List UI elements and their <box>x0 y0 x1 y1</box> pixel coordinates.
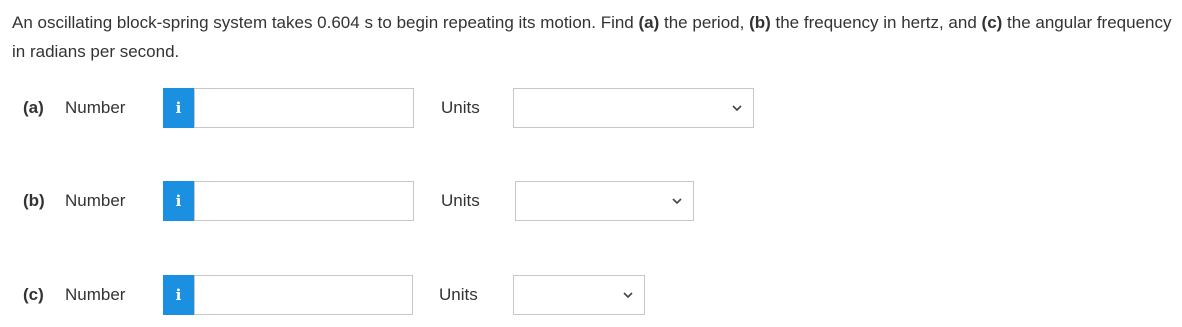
info-icon: i <box>175 191 182 210</box>
question-seg-4: the angular frequency in radians per second. <box>12 13 1172 61</box>
number-label-c: Number <box>65 285 126 304</box>
number-label-b: Number <box>65 191 126 210</box>
question-seg-3: the frequency in hertz, and <box>770 13 982 32</box>
chevron-down-icon <box>622 290 634 300</box>
chevron-down-icon <box>731 103 743 113</box>
info-icon: i <box>175 285 182 304</box>
units-select-a[interactable] <box>513 88 754 128</box>
chevron-down-icon <box>671 196 683 206</box>
number-input-b[interactable] <box>194 181 414 221</box>
question-seg-2: the period, <box>659 13 750 32</box>
question-seg-1: An oscillating block-spring system takes 0.604 s to begin repeating its motion. Find <box>12 13 639 32</box>
info-button-b[interactable] <box>163 181 194 221</box>
units-label-c: Units <box>439 285 478 304</box>
question-part-b-tag: (b) <box>749 13 771 32</box>
question-part-a-tag: (a) <box>638 13 660 32</box>
number-input-c[interactable] <box>194 275 413 315</box>
part-label-c: (c) <box>23 285 44 304</box>
units-label-b: Units <box>441 191 480 210</box>
number-input-a[interactable] <box>194 88 414 128</box>
number-label-a: Number <box>65 98 126 117</box>
question-text <box>12 8 1174 66</box>
part-label-b: (b) <box>23 191 45 210</box>
units-label-a: Units <box>441 98 480 117</box>
part-label-a: (a) <box>23 98 44 117</box>
info-button-c[interactable] <box>163 275 194 315</box>
question-part-c-tag: (c) <box>981 13 1003 32</box>
units-select-b[interactable] <box>515 181 694 221</box>
units-select-c[interactable] <box>513 275 645 315</box>
info-button-a[interactable] <box>163 88 194 128</box>
info-icon: i <box>175 98 182 117</box>
